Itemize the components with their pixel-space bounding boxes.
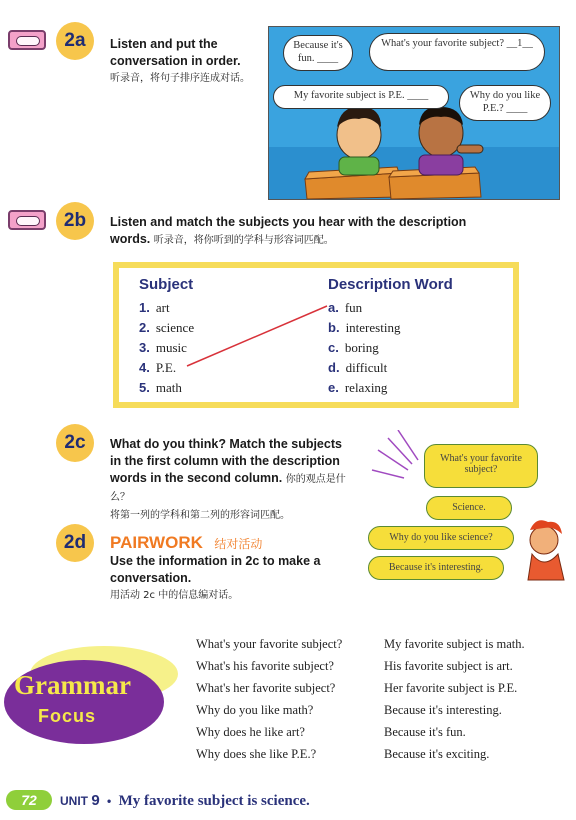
grammar-question: Why does he like art? [196, 725, 305, 739]
footer-unit [60, 792, 310, 810]
subject-number: 1. [139, 300, 150, 315]
subject-number: 5. [139, 380, 150, 395]
instruction-2b [110, 214, 510, 249]
grammar-question: What's his favorite subject? [196, 659, 334, 673]
description-label: difficult [345, 360, 388, 375]
instruction-2d-text: Use the information in 2c to make a conversation. [110, 554, 321, 585]
instruction-2c [110, 436, 350, 524]
grammar-question: What's your favorite subject? [196, 637, 343, 651]
bubble-2c-question-2: Why do you like science? [368, 526, 514, 550]
subject-number: 4. [139, 360, 150, 375]
grammar-question: What's her favorite subject? [196, 681, 336, 695]
matching-box [113, 262, 519, 408]
description-label: interesting [345, 320, 401, 335]
page-number: 72 [21, 792, 37, 808]
grammar-answer: Because it's fun. [384, 725, 466, 739]
description-label: fun [344, 300, 363, 315]
badge-2a [56, 22, 94, 60]
description-item [328, 360, 387, 376]
instruction-2a [110, 36, 260, 87]
conversation-illustration [268, 26, 560, 200]
bubble-2c-question-1: What's your favorite subject? [424, 444, 538, 488]
grammar-question: Why do you like math? [196, 703, 314, 717]
badge-2b [56, 202, 94, 240]
instruction-2b-text: Listen and match the subjects you hear with the description words. [110, 215, 467, 246]
subject-number: 2. [139, 320, 150, 335]
badge-2a-label: 2a [64, 30, 86, 51]
subject-item [139, 340, 187, 356]
instruction-2c-text: What do you think? Match the subjects in the first column with the description words in the second column. [110, 437, 342, 485]
subject-label: art [155, 300, 170, 315]
bubble-why-like-pe: Why do you like P.E.? ____ [459, 85, 551, 121]
instruction-2c-cn-2: 将第一列的学科和第二列的形容词匹配。 [110, 510, 290, 521]
grammar-answer: Because it's interesting. [384, 703, 502, 717]
grammar-answer: Her favorite subject is P.E. [384, 681, 518, 695]
grammar-question: Why does she like P.E.? [196, 747, 317, 761]
instruction-2d [110, 534, 360, 604]
audio-tape-icon[interactable] [8, 30, 46, 50]
speech-illustration-2c [368, 430, 568, 590]
description-item [328, 300, 362, 316]
page-number-badge [6, 790, 52, 810]
description-letter: c. [328, 340, 339, 355]
bubble-favorite-pe: My favorite subject is P.E. ____ [273, 85, 449, 109]
unit-label: UNIT [60, 794, 88, 808]
description-item [328, 380, 387, 396]
instruction-2c-cn-1: 你的观点是什么？ [110, 474, 346, 503]
bubble-favorite-subject-question: What's your favorite subject? __1__ [369, 33, 545, 71]
grammar-focus-badge [0, 640, 180, 748]
description-letter: b. [328, 320, 340, 335]
instruction-2b-cn: 听录音，将你听到的学科与形容词匹配。 [153, 235, 334, 246]
subject-item [139, 320, 194, 336]
instruction-2a-text: Listen and put the conversation in order. [110, 37, 241, 68]
instruction-2a-cn: 听录音，将句子排序连成对话。 [110, 73, 250, 84]
subject-label: science [155, 320, 195, 335]
description-label: relaxing [344, 380, 388, 395]
subject-label: math [155, 380, 182, 395]
subject-header: Subject [139, 276, 194, 293]
description-label: boring [344, 340, 379, 355]
subject-item [139, 360, 176, 376]
grammar-title: Grammar [14, 670, 131, 700]
description-letter: a. [328, 300, 339, 315]
subject-number: 3. [139, 340, 150, 355]
instruction-2d-cn: 用活动 2c 中的信息编对话。 [110, 590, 239, 601]
bubble-2c-answer-2: Because it's interesting. [368, 556, 504, 580]
badge-2c-label: 2c [64, 432, 86, 453]
subject-label: P.E. [155, 360, 177, 375]
badge-2d-label: 2d [63, 532, 87, 553]
bubble-2c-answer-1: Science. [426, 496, 512, 520]
subject-item [139, 380, 182, 396]
description-item [328, 320, 400, 336]
grammar-answer: Because it's exciting. [384, 747, 490, 761]
subject-item [139, 300, 170, 316]
audio-tape-icon[interactable] [8, 210, 46, 230]
badge-2b-label: 2b [63, 210, 87, 231]
subject-label: music [155, 340, 187, 355]
focus-title: Focus [38, 706, 97, 726]
description-letter: e. [328, 380, 339, 395]
grammar-answer: My favorite subject is math. [384, 637, 525, 651]
unit-title: My favorite subject is science. [118, 793, 310, 809]
pairwork-title-cn: 结对活动 [214, 537, 263, 551]
description-header: Description Word [328, 276, 453, 293]
description-item [328, 340, 379, 356]
description-letter: d. [328, 360, 340, 375]
badge-2d [56, 524, 94, 562]
pairwork-title: PAIRWORK [110, 533, 203, 552]
bullet-separator: • [107, 794, 112, 808]
grammar-answer: His favorite subject is art. [384, 659, 513, 673]
badge-2c [56, 424, 94, 462]
unit-number: 9 [91, 792, 100, 809]
bubble-because-fun: Because it's fun. ____ [283, 35, 353, 71]
